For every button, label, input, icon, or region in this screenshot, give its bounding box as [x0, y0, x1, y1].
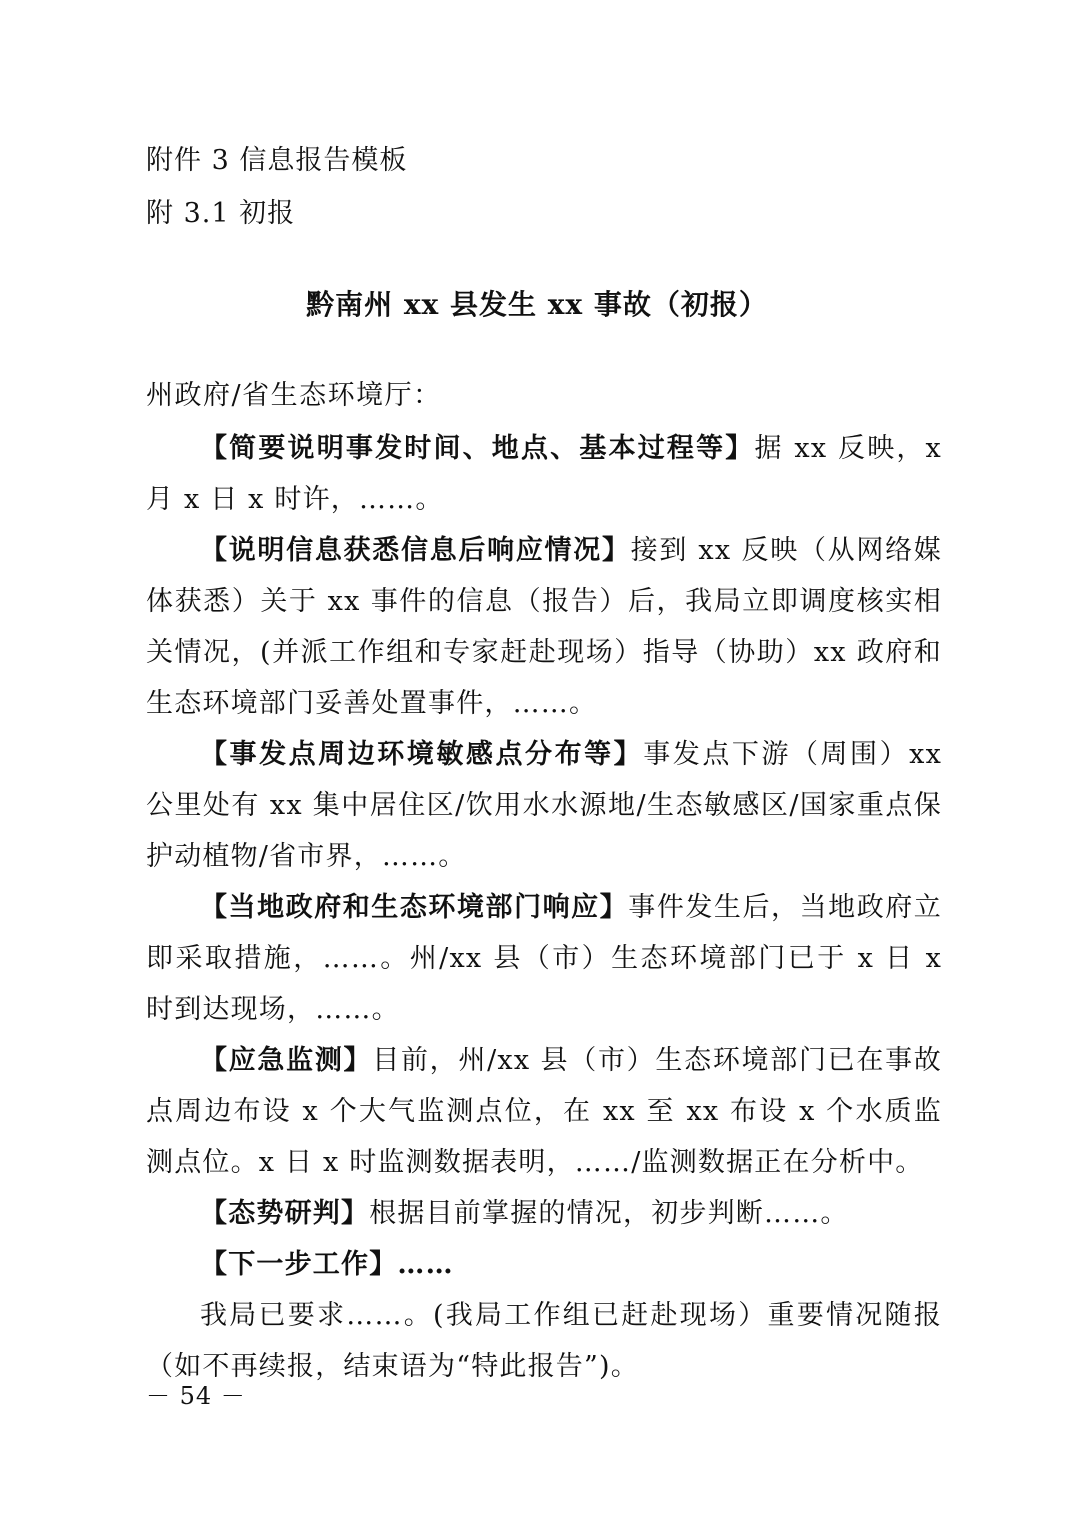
section-text: 据 xx 反映，x 月 x 日 x 时许，……。	[146, 433, 942, 515]
section-paragraph	[146, 1188, 942, 1239]
section-paragraph	[146, 882, 942, 1035]
section-paragraph	[146, 1035, 942, 1188]
section-paragraph	[146, 1239, 942, 1290]
section-text: 事发点下游（周围）xx 公里处有 xx 集中居住区/饮用水水源地/生态敏感区/国家重点保护动植物/省市界，……。	[146, 739, 943, 872]
section-heading: 【简要说明事发时间、地点、基本过程等】	[200, 433, 755, 464]
report-body	[146, 423, 942, 1392]
document-title: 黔南州 xx 县发生 xx 事故（初报）	[306, 288, 768, 321]
section-paragraph	[146, 525, 942, 729]
section-heading: 【态势研判】	[200, 1198, 370, 1229]
page-number: － 54 －	[146, 1382, 246, 1410]
closing-paragraph: 我局已要求……。(我局工作组已赶赴现场）重要情况随报（如不再续报，结束语为“特此报告”)。	[146, 1300, 942, 1382]
attachment-label: 附件 3 信息报告模板	[146, 145, 408, 176]
section-text: 根据目前掌握的情况，初步判断……。	[369, 1198, 849, 1229]
section-heading: 【当地政府和生态环境部门响应】	[200, 892, 629, 923]
section-heading: 【说明信息获悉信息后响应情况】	[200, 535, 631, 566]
section-text: 接到 xx 反映（从网络媒体获悉）关于 xx 事件的信息（报告）后，我局立即调度核实相关情况，(并派工作组和专家赶赴现场）指导（协助）xx 政府和生态环境部门妥善处置事件，……。	[146, 535, 943, 719]
section-heading: 【事发点周边环境敏感点分布等】	[200, 739, 644, 770]
addressee: 州政府/省生态环境厅：	[146, 380, 442, 411]
section-paragraph	[146, 423, 942, 525]
section-text: 事件发生后，当地政府立即采取措施，……。州/xx 县（市）生态环境部门已于 x 日 x 时到达现场，……。	[146, 892, 942, 1025]
section-text: 目前，州/xx 县（市）生态环境部门已在事故点周边布设 x 个大气监测点位，在 xx 至 xx 布设 x 个水质监测点位。x 日 x 时监测数据表明，……/监测数据正在分析中。	[146, 1045, 942, 1178]
section-heading: 【下一步工作】……	[200, 1249, 454, 1280]
attachment-sublabel: 附 3.1 初报	[146, 198, 296, 229]
section-paragraph	[146, 729, 942, 882]
section-heading: 【应急监测】	[200, 1045, 373, 1076]
